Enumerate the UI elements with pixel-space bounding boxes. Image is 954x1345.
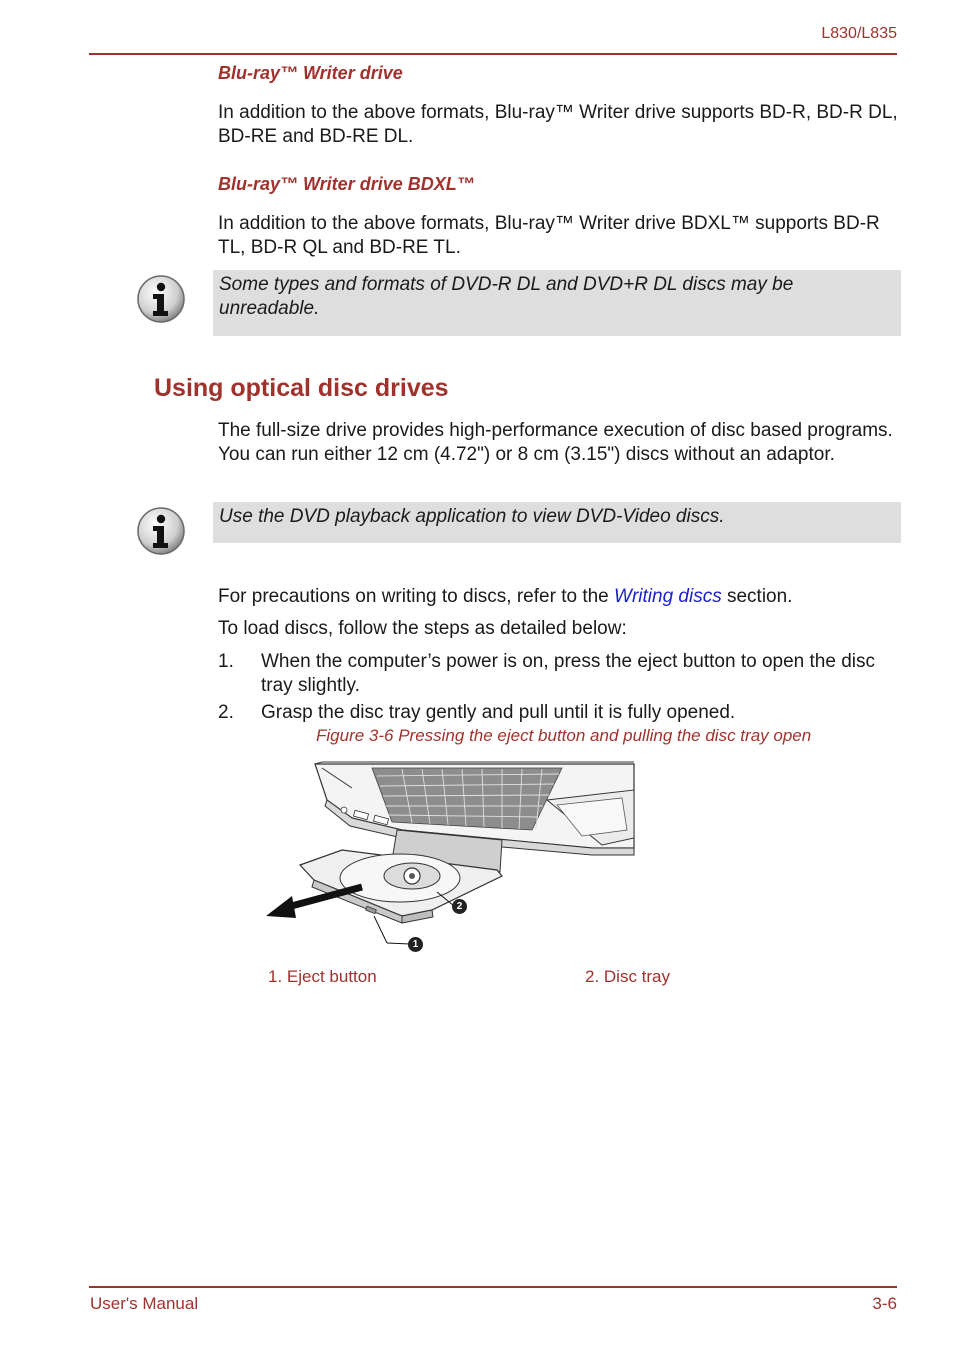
precautions-text-after: section. bbox=[721, 586, 793, 607]
section-heading: Using optical disc drives bbox=[154, 374, 449, 402]
note-box bbox=[213, 270, 901, 336]
footer-rule bbox=[89, 1286, 897, 1288]
list-item-number: 2. bbox=[218, 702, 234, 723]
note-text: Some types and formats of DVD-R DL and DVD+R DL discs may be unreadable. bbox=[219, 274, 794, 319]
precautions-paragraph bbox=[218, 585, 898, 609]
header-model: L830/L835 bbox=[821, 25, 897, 42]
note-box bbox=[213, 502, 901, 543]
list-item-number: 1. bbox=[218, 651, 234, 672]
legend-eject-button: 1. Eject button bbox=[268, 967, 377, 986]
section-text-bdxl: In addition to the above formats, Blu-ray™ Writer drive BDXL™ supports BD-R TL, BD-R QL and BD-RE TL. bbox=[218, 213, 880, 258]
section-text-bluray-writer: In addition to the above formats, Blu-ray™ Writer drive supports BD-R, BD-R DL, BD-RE and BD-RE DL. bbox=[218, 102, 898, 147]
section-title-bdxl: Blu-ray™ Writer drive BDXL™ bbox=[218, 174, 475, 194]
footer-title: User's Manual bbox=[90, 1294, 199, 1313]
intro-paragraph: The full-size drive provides high-performance execution of disc based programs. You can run either 12 cm (4.72") or 8 cm (3.15") discs without an adaptor. bbox=[218, 420, 893, 465]
writing-discs-link[interactable]: Writing discs bbox=[614, 586, 722, 607]
precautions-text-before: For precautions on writing to discs, refer to the bbox=[218, 586, 615, 607]
legend-disc-tray: 2. Disc tray bbox=[585, 967, 671, 986]
figure-caption: Figure 3-6 Pressing the eject button and pulling the disc tray open bbox=[316, 726, 812, 745]
info-icon bbox=[136, 506, 186, 556]
section-title-bluray-writer: Blu-ray™ Writer drive bbox=[218, 63, 403, 83]
load-intro: To load discs, follow the steps as detailed below: bbox=[218, 618, 627, 639]
header-rule bbox=[89, 53, 897, 55]
callout-2: 2 bbox=[452, 899, 467, 914]
callout-1: 1 bbox=[408, 937, 423, 952]
page-number: 3-6 bbox=[872, 1294, 897, 1313]
list-item-text: When the computer’s power is on, press the eject button to open the disc tray slightly. bbox=[261, 651, 875, 696]
list-item-text: Grasp the disc tray gently and pull until it is fully opened. bbox=[261, 702, 736, 723]
info-icon bbox=[136, 274, 186, 324]
note-text: Use the DVD playback application to view DVD-Video discs. bbox=[219, 506, 725, 527]
laptop-disc-tray-illustration bbox=[262, 760, 637, 955]
